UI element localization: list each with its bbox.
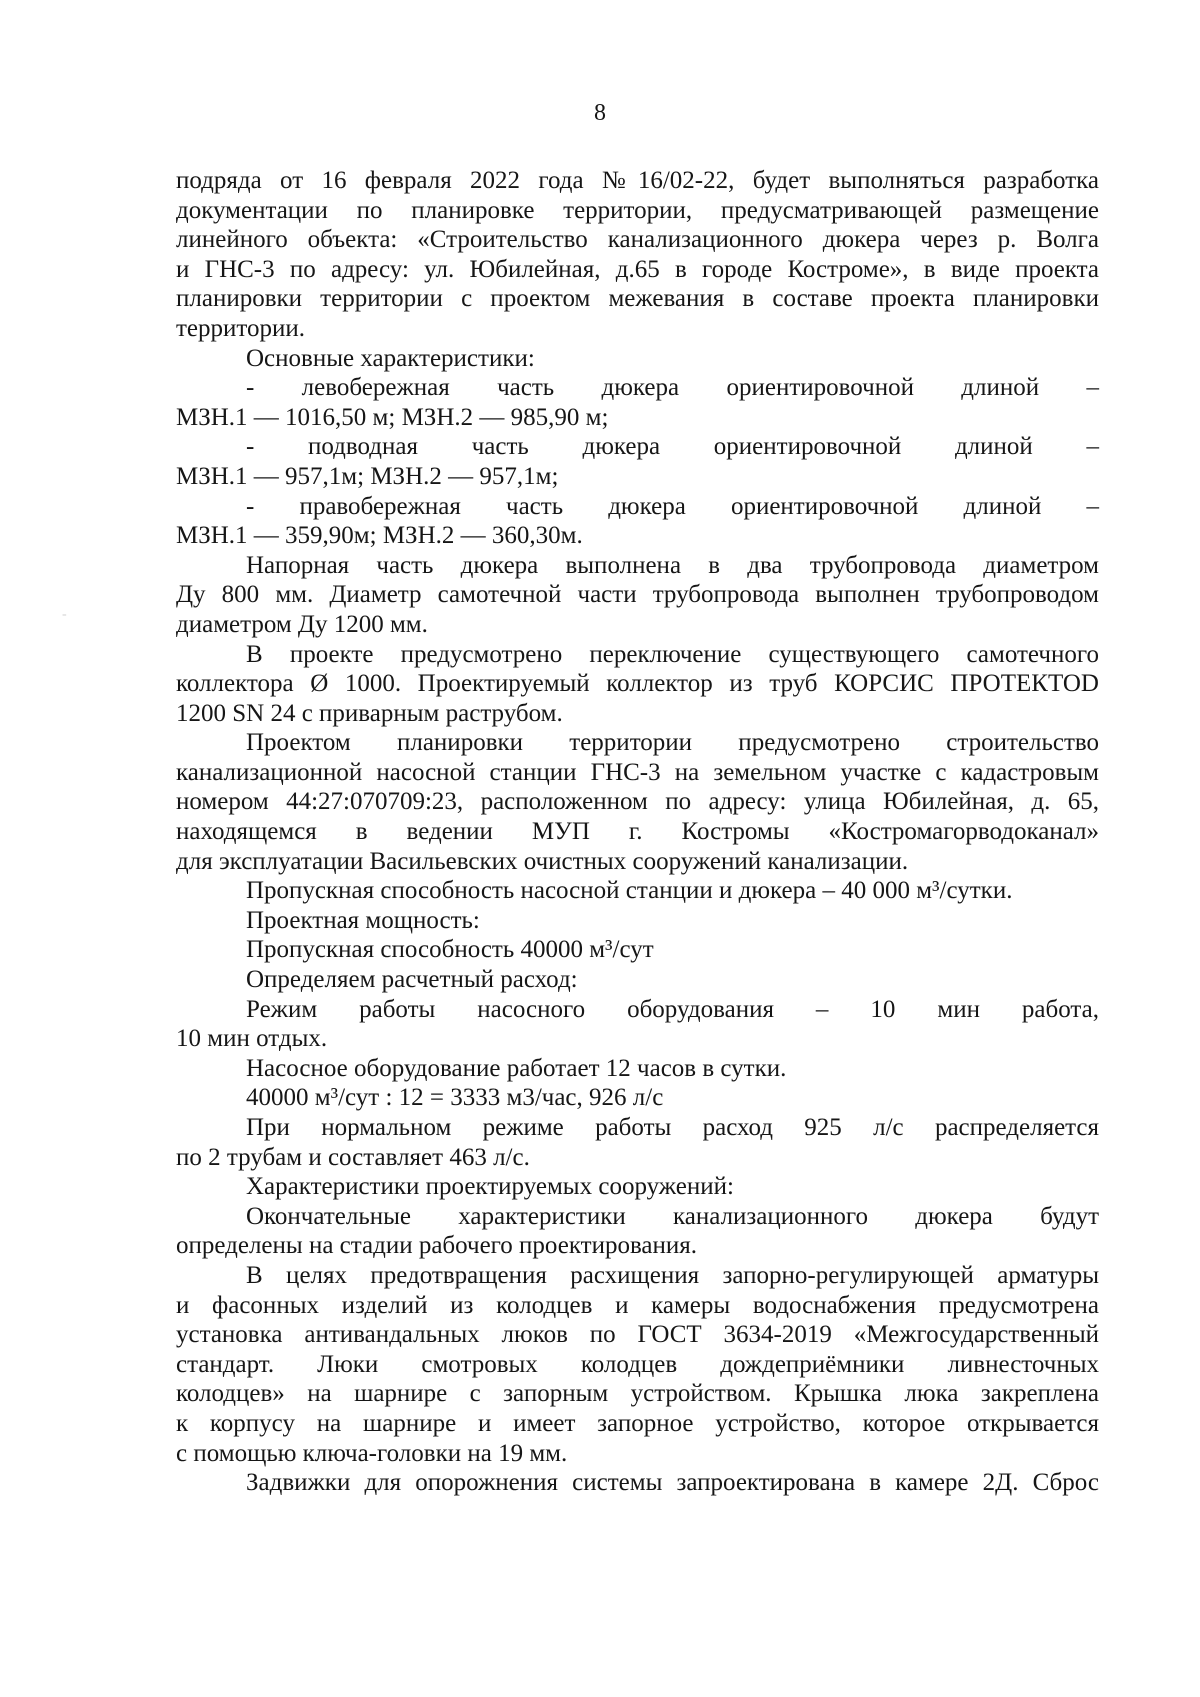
text-line: подряда от 16 февраля 2022 года №16/02-22, будет выполняться разработка: [176, 167, 1099, 194]
text-line: 10 мин отдых.: [176, 1025, 328, 1053]
text-line: МЗН.1 — 957,1м; МЗН.2 — 957,1м;: [176, 462, 559, 490]
text-line: Ду 800 мм. Диаметр самотечной части трубопровода выполнен трубопроводом: [176, 581, 1099, 609]
text-line: канализационной насосной станции ГНС-3 на земельном участке с кадастровым: [176, 758, 1099, 786]
text-line: - левобережная часть дюкера ориентировочной длиной –: [246, 374, 1099, 402]
text-line: Характеристики проектируемых сооружений:: [246, 1173, 734, 1201]
text-line: Основные характеристики:: [246, 344, 535, 372]
text-line: Пропускная способность 40000 м³/сут: [246, 936, 654, 964]
text-line: Пропускная способность насосной станции и дюкера – 40 000 м³/сутки.: [246, 877, 1013, 905]
text-line: планировки территории с проектом межевания в составе проекта планировки: [176, 285, 1099, 313]
text-line: В проекте предусмотрено переключение существующего самотечного: [246, 640, 1099, 668]
body-text: [176, 166, 1099, 1498]
text-line: определены на стадии рабочего проектирования.: [176, 1232, 698, 1260]
text-line: находящемся в ведении МУП г. Костромы «Костромагорводоканал»: [176, 818, 1099, 846]
page-number: 8: [594, 100, 606, 126]
text-line: колодцев» на шарнире с запорным устройством. Крышка люка закреплена: [176, 1380, 1099, 1408]
text-line: Проектом планировки территории предусмотрено строительство: [246, 729, 1099, 757]
text-line: коллектора Ø 1000. Проектируемый коллектор из труб КОРСИС ПРОТЕКТОD: [176, 670, 1099, 698]
text-line: стандарт. Люки смотровых колодцев дождеприёмники ливнесточных: [176, 1350, 1099, 1378]
text-line: с помощью ключа-головки на 19 мм.: [176, 1439, 568, 1467]
text-line: территории.: [176, 314, 306, 342]
text-line: и фасонных изделий из колодцев и камеры водоснабжения предусмотрена: [176, 1291, 1099, 1319]
text-line: установка антивандальных люков по ГОСТ 3634-2019 «Межгосударственный: [176, 1321, 1099, 1349]
text-line: к корпусу на шарнире и имеет запорное устройство, которое открывается: [176, 1409, 1099, 1437]
text-line: 40000 м³/сут : 12 = 3333 м3/час, 926 л/с: [246, 1084, 664, 1112]
text-line: Режим работы насосного оборудования – 10 мин работа,: [246, 995, 1099, 1023]
text-line: МЗН.1 — 1016,50 м; МЗН.2 — 985,90 м;: [176, 403, 609, 431]
text-line: диаметром Ду 1200 мм.: [176, 610, 428, 638]
text-line: МЗН.1 — 359,90м; МЗН.2 — 360,30м.: [176, 522, 583, 550]
margin-mark: -: [62, 607, 67, 622]
text-line: При нормальном режиме работы расход 925 л/с распределяется: [246, 1114, 1099, 1141]
text-line: для эксплуатации Васильевских очистных сооружений канализации.: [176, 847, 909, 875]
text-line: Задвижки для опорожнения системы запроектирована в камере 2Д. Сброс: [246, 1469, 1099, 1497]
text-line: Окончательные характеристики канализационного дюкера будут: [246, 1202, 1099, 1230]
text-line: Определяем расчетный расход:: [246, 966, 578, 994]
text-line: по 2 трубам и составляет 463 л/с.: [176, 1143, 530, 1171]
text-line: и ГНС-3 по адресу: ул. Юбилейная, д.65 в городе Костроме», в виде проекта: [176, 255, 1099, 283]
text-line: документации по планировке территории, предусматривающей размещение: [176, 196, 1099, 224]
text-line: 1200 SN 24 с приварным раструбом.: [176, 699, 563, 727]
text-line: линейного объекта: «Строительство канализационного дюкера через р. Волга: [176, 226, 1099, 254]
text-line: номером 44:27:070709:23, расположенном по адресу: улица Юбилейная, д. 65,: [176, 788, 1099, 816]
text-line: Насосное оборудование работает 12 часов в сутки.: [246, 1054, 787, 1082]
text-line: В целях предотвращения расхищения запорно-регулирующей арматуры: [246, 1261, 1099, 1289]
text-line: - правобережная часть дюкера ориентировочной длиной –: [246, 492, 1099, 520]
text-line: Проектная мощность:: [246, 906, 480, 934]
text-line: - подводная часть дюкера ориентировочной длиной –: [246, 433, 1099, 461]
text-line: Напорная часть дюкера выполнена в два трубопровода диаметром: [246, 551, 1099, 579]
